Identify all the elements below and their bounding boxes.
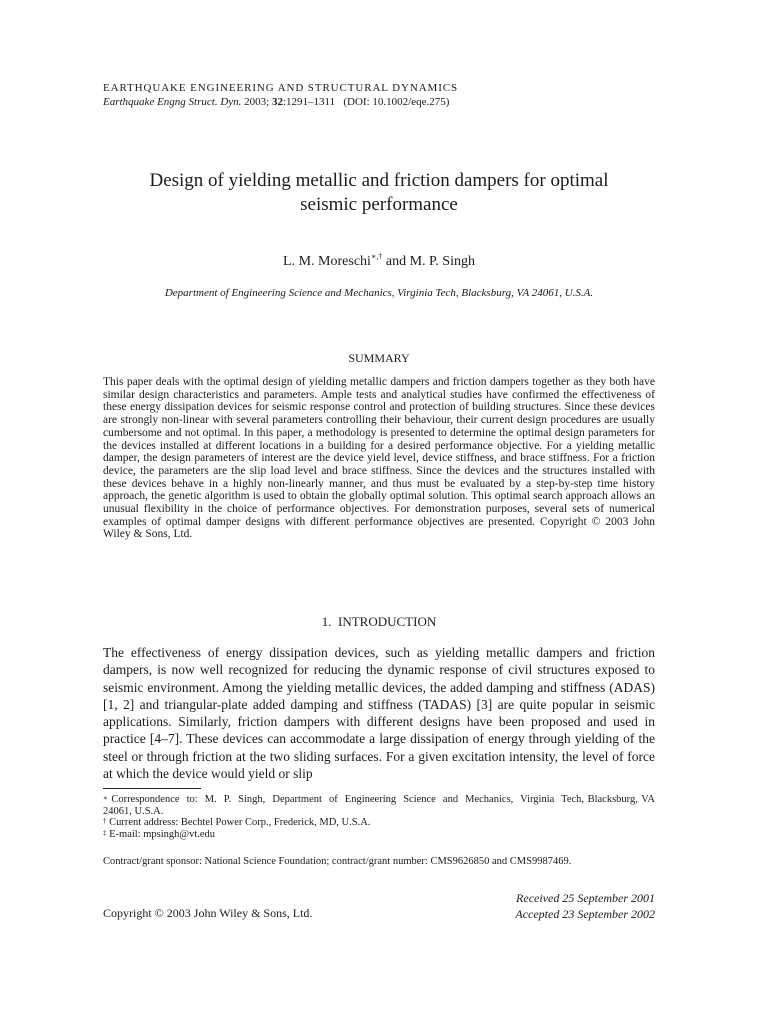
citation-volume: 32 [271, 96, 283, 108]
accepted-date: Accepted 23 September 2002 [515, 907, 655, 921]
affiliation: Department of Engineering Science and Mechanics, Virginia Tech, Blacksburg, VA 24061, U.S.A. [164, 287, 594, 299]
authors-conjunction: and [382, 254, 410, 269]
footnote [103, 829, 655, 841]
footnote-rule [103, 788, 201, 789]
footnote-mark: † [103, 817, 107, 825]
title-line-2: seismic performance [300, 194, 458, 215]
received-date: Received 25 September 2001 [516, 891, 655, 905]
copyright: Copyright © 2003 John Wiley & Sons, Ltd. [103, 906, 313, 920]
title-line-1: Design of yielding metallic and friction dampers for optimal [149, 170, 609, 191]
footnote-text: Current address: Bechtel Power Corp., Frederick, MD, U.S.A. [109, 817, 371, 828]
authors [103, 254, 655, 270]
citation-journal: Earthquake Engng Struct. Dyn. [103, 96, 242, 108]
citation-line [103, 96, 449, 108]
footnote [103, 817, 655, 829]
citation-doi: (DOI: 10.1002/eqe.275) [335, 96, 450, 108]
received-dates [515, 890, 655, 922]
paper-title [103, 169, 655, 217]
footnote-text: E-mail: mpsingh@vt.edu [109, 828, 216, 840]
footnotes [103, 794, 658, 840]
introduction-text: The effectiveness of energy dissipation devices, such as yielding metallic dampers and friction dampers, is now well recognized for reducing the dynamic response of civil structures exposed to seismic environment. Among the yielding metallic devices, the added damping and stiffness (ADAS) [1, 2] and triangular-plate added damping and stiffness (TADAS) [3] are quite popular in seismic applications. Similarly, friction dampers with different designs have been proposed and used in practice [4–7]. These devices can accommodate a large dissipation of energy through yielding of the steel or through friction at the two sliding surfaces. For a given excitation intensity, the level of force at which the device would yield or slip [103, 645, 655, 782]
footnote-mark: ∗ [103, 794, 108, 802]
journal-name: EARTHQUAKE ENGINEERING AND STRUCTURAL DYNAMICS [103, 82, 459, 94]
author-1-marks: ∗,† [370, 252, 383, 261]
grant-note: Contract/grant sponsor: National Science Foundation; contract/grant number: CMS9626850 and CMS9987469. [103, 856, 572, 867]
footnote-text: Correspondence to: M. P. Singh, Department of Engineering Science and Mechanics, Virginia Tech, Blacksburg, VA 24061, U.S.A. [103, 794, 658, 817]
summary-text: This paper deals with the optimal design of yielding metallic dampers and friction dampers together as they both have similar design characteristics and parameters. Ample tests and analytical studies have confirmed the effectiveness of these energy dissipation devices for seismic response control and protection of building structures. Since these devices are strongly non-linear with several parameters controlling their behaviour, their current design procedures are usually cumbersome and not optimal. In this paper, a methodology is presented to determine the optimal design parameters for the devices installed at different locations in a building for a desired performance objective. For a yielding metallic damper, the design parameters of interest are the device yield level, device stiffness, and brace stiffness. For a friction device, the parameters are the slip load level and brace stiffness. Since the devices and the structures installed with these devices behave in a highly non-linearly manner, and thus must be evaluated by a step-by-step time history approach, the genetic algorithm is used to obtain the globally optimal solution. This optimal search approach allows an unusual flexibility in the choice of performance objectives. For demonstration purposes, several sets of numerical examples of optimal damper designs with different performance objectives are presented. Copyright © 2003 John Wiley & Sons, Ltd. [103, 376, 655, 541]
footnote [103, 794, 658, 817]
citation-pages: :1291–1311 [282, 96, 336, 108]
introduction-heading: 1. INTRODUCTION [321, 614, 437, 629]
summary-heading: SUMMARY [348, 351, 410, 365]
author-2: M. P. Singh [409, 254, 475, 269]
author-1: L. M. Moreschi [283, 254, 371, 269]
citation-year: 2003; [241, 96, 272, 108]
footnote-mark: ‡ [103, 828, 107, 837]
